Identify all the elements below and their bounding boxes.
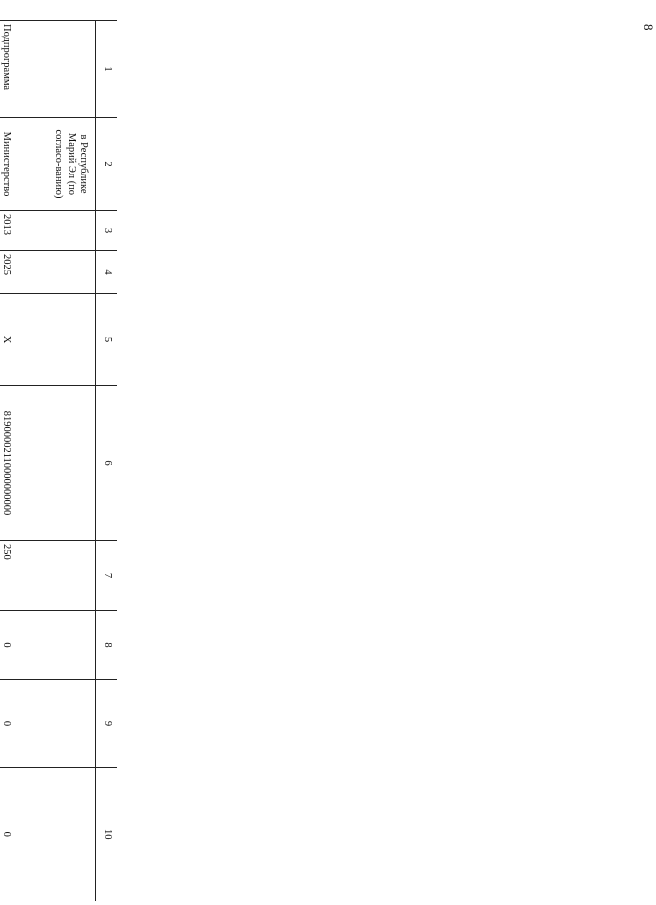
start-year: 2013 bbox=[0, 211, 14, 251]
column-number: 10 bbox=[96, 768, 117, 901]
column-number: 2 bbox=[96, 118, 117, 211]
column-number: 5 bbox=[96, 294, 117, 386]
column-number: 9 bbox=[96, 680, 117, 768]
carryover-row bbox=[14, 21, 91, 901]
column-9-cell bbox=[0, 680, 14, 768]
column-number: 8 bbox=[96, 611, 117, 680]
value: 0 bbox=[1, 831, 13, 837]
column-number: 3 bbox=[96, 211, 117, 251]
budget-code-cell bbox=[0, 386, 14, 541]
column-number-row bbox=[96, 21, 117, 901]
value: 0 bbox=[1, 720, 13, 727]
column-number: 4 bbox=[96, 251, 117, 294]
column-number: 7 bbox=[96, 541, 117, 611]
end-year: 2025 bbox=[0, 251, 14, 294]
subprogram-row bbox=[0, 21, 14, 901]
column-8-cell bbox=[0, 611, 14, 680]
responsible-executor: Министерство bbox=[0, 118, 14, 211]
column-5-value: Х bbox=[0, 294, 14, 386]
value: 0 bbox=[1, 642, 13, 648]
program-table bbox=[0, 20, 117, 901]
column-number: 6 bbox=[96, 386, 117, 541]
value: 250 bbox=[1, 544, 13, 560]
budget-code: 81900002110000000000 bbox=[1, 410, 13, 516]
responsible-executor-continued: в Республике Марий Эл (по согласо-ванию) bbox=[14, 118, 91, 211]
column-number: 1 bbox=[96, 21, 117, 118]
column-10-cell bbox=[0, 768, 14, 901]
subprogram-name: Подпрограмма bbox=[0, 21, 14, 118]
column-7-cell bbox=[0, 541, 14, 611]
page-number: 8 bbox=[641, 24, 656, 31]
